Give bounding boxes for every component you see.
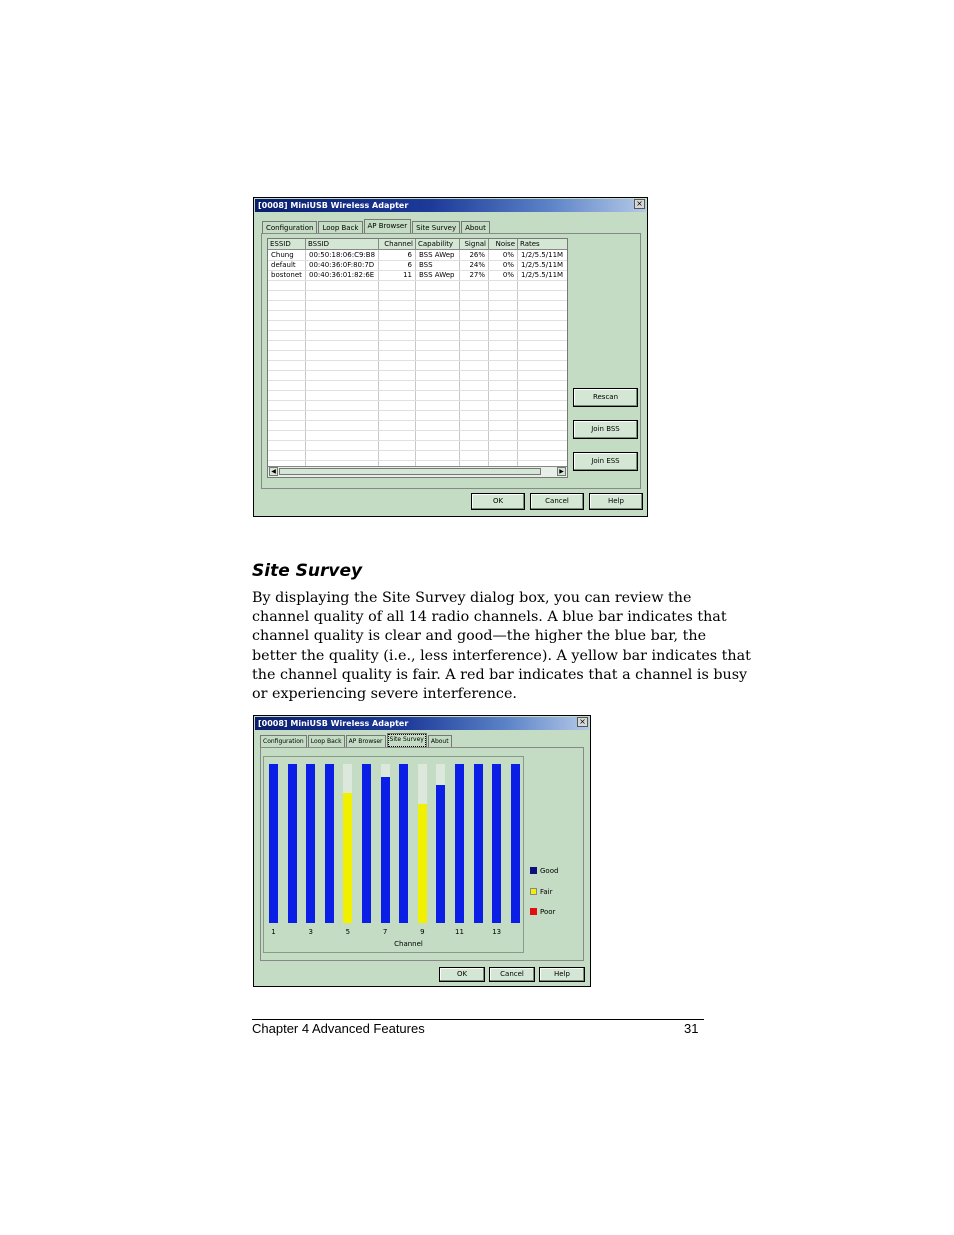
bar-channel-9 xyxy=(418,804,427,923)
section-body xyxy=(252,589,751,704)
help-button[interactable]: Help xyxy=(589,493,643,510)
tab-ap-browser[interactable]: AP Browser xyxy=(346,735,386,748)
tab-configuration[interactable]: Configuration xyxy=(260,735,307,748)
dialog-titlebar xyxy=(255,199,646,212)
body-line: better the quality (i.e., less interference). A yellow bar indicates that xyxy=(252,647,751,664)
scroll-right-icon[interactable]: ▶ xyxy=(557,467,566,476)
dialog-title: [0008] MiniUSB Wireless Adapter xyxy=(258,201,409,210)
cell-rates: 1/2/5.5/11M xyxy=(521,261,564,269)
x-tick-label: 3 xyxy=(308,928,313,936)
ok-button[interactable]: OK xyxy=(471,493,525,510)
bar-channel-14 xyxy=(511,764,520,923)
scroll-left-icon[interactable]: ◀ xyxy=(269,467,278,476)
body-line: the channel quality is fair. A red bar indicates that a channel is busy xyxy=(252,666,748,683)
cell-rates: 1/2/5.5/11M xyxy=(521,251,564,259)
tab-site-survey-label: Site Survey xyxy=(389,736,424,743)
x-tick-label: 13 xyxy=(492,928,502,936)
cell-capability: BSS AWep xyxy=(419,251,455,259)
cell-essid: bostonet xyxy=(271,271,302,279)
bar-track-channel-3 xyxy=(306,764,315,923)
x-axis-label: Channel xyxy=(394,940,423,948)
cell-noise: 0% xyxy=(502,271,514,279)
bar-channel-6 xyxy=(362,764,371,923)
bar-track-channel-5 xyxy=(343,764,352,923)
x-tick-label: 11 xyxy=(455,928,464,936)
tab-about[interactable]: About xyxy=(428,735,452,748)
column-header-signal[interactable]: Signal xyxy=(460,239,489,250)
body-line: channel quality is clear and good—the higher the blue bar, the xyxy=(252,628,707,645)
site-survey-dialog xyxy=(253,715,591,987)
bar-track-channel-12 xyxy=(474,764,483,923)
column-header-channel[interactable]: Channel xyxy=(379,239,416,250)
cell-noise: 0% xyxy=(502,261,514,269)
horizontal-scrollbar[interactable] xyxy=(268,466,567,477)
bar-track-channel-13 xyxy=(492,764,501,923)
x-tick-label: 9 xyxy=(420,928,425,936)
ap-list[interactable] xyxy=(267,238,568,478)
tab-loop-back[interactable]: Loop Back xyxy=(318,221,362,234)
bar-track-channel-10 xyxy=(436,764,445,923)
cell-essid: Chung xyxy=(271,251,294,259)
x-tick-label: 7 xyxy=(382,928,388,936)
bar-channel-11 xyxy=(455,764,464,923)
page-number: 31 xyxy=(684,1021,699,1036)
bar-channel-2 xyxy=(288,764,297,923)
bar-track-channel-14 xyxy=(511,764,520,923)
column-header-bssid[interactable]: BSSID xyxy=(306,239,379,250)
cancel-button[interactable]: Cancel xyxy=(530,493,584,510)
body-line: By displaying the Site Survey dialog box, you can review the xyxy=(252,590,692,606)
legend-poor-swatch xyxy=(530,908,537,915)
bar-channel-1 xyxy=(269,764,278,923)
cell-essid: default xyxy=(271,261,296,269)
ap-browser-dialog xyxy=(253,197,648,517)
dialog-title: [0008] MiniUSB Wireless Adapter xyxy=(258,719,409,728)
legend-good-swatch xyxy=(530,867,537,874)
bar-track-channel-11 xyxy=(455,764,464,923)
section-heading: Site Survey xyxy=(252,561,363,581)
join-bss-button[interactable]: Join BSS xyxy=(573,420,638,439)
cell-rates: 1/2/5.5/11M xyxy=(521,271,564,279)
cancel-button[interactable]: Cancel xyxy=(489,967,535,982)
bar-channel-8 xyxy=(399,764,408,923)
column-header-rates[interactable]: Rates xyxy=(518,239,568,250)
bar-track-channel-2 xyxy=(288,764,297,923)
tab-loop-back[interactable]: Loop Back xyxy=(308,735,345,748)
cell-channel: 6 xyxy=(407,251,412,259)
dialog-titlebar xyxy=(255,717,589,730)
close-icon[interactable]: × xyxy=(577,717,588,727)
tab-site-survey[interactable] xyxy=(387,733,427,748)
bar-channel-13 xyxy=(492,764,501,923)
scroll-thumb[interactable] xyxy=(279,468,541,475)
bar-track-channel-6 xyxy=(362,764,371,923)
survey-chart xyxy=(263,756,524,953)
cell-bssid: 00:40:36:01:82:6E xyxy=(309,271,375,279)
bar-channel-12 xyxy=(474,764,483,923)
help-button[interactable]: Help xyxy=(539,967,585,982)
bar-track-channel-4 xyxy=(325,764,334,923)
tab-configuration[interactable]: Configuration xyxy=(262,221,317,234)
body-line: or experiencing severe interference. xyxy=(252,686,517,703)
bar-channel-4 xyxy=(325,764,334,923)
tab-site-survey[interactable]: Site Survey xyxy=(412,221,460,234)
cell-signal: 27% xyxy=(469,271,485,279)
cell-signal: 24% xyxy=(469,261,485,269)
legend-fair-label: Fair xyxy=(540,888,553,896)
cell-noise: 0% xyxy=(502,251,514,259)
cell-bssid: 00:50:18:06:C9:B8 xyxy=(309,251,376,259)
x-tick-label: 5 xyxy=(345,928,351,936)
x-tick-label: 1 xyxy=(271,928,276,936)
column-header-capability[interactable]: Capability xyxy=(416,239,460,250)
legend-poor-label: Poor xyxy=(540,908,556,916)
tab-ap-browser[interactable]: AP Browser xyxy=(364,219,412,234)
bar-channel-5 xyxy=(343,793,352,923)
bar-channel-10 xyxy=(436,785,445,923)
bar-track-channel-8 xyxy=(399,764,408,923)
cell-channel: 6 xyxy=(407,261,412,269)
footer-rule xyxy=(252,1019,704,1020)
body-line: channel quality of all 14 radio channels. A blue bar indicates that xyxy=(252,609,727,626)
cell-capability: BSS xyxy=(419,261,433,269)
cell-capability: BSS AWep xyxy=(419,271,455,279)
cell-signal: 26% xyxy=(469,251,485,259)
tab-bar xyxy=(262,219,491,234)
join-ess-button[interactable]: Join ESS xyxy=(573,452,638,471)
tab-bar xyxy=(260,733,453,748)
ok-button[interactable]: OK xyxy=(439,967,485,982)
cell-channel: 11 xyxy=(403,271,412,279)
bar-track-channel-9 xyxy=(418,764,427,923)
bar-track-channel-7 xyxy=(381,764,390,923)
cell-bssid: 00:40:36:0F:80:7D xyxy=(309,261,375,269)
tab-about[interactable]: About xyxy=(461,221,490,234)
close-icon[interactable]: × xyxy=(634,199,645,209)
legend-good-label: Good xyxy=(540,867,559,875)
bar-track-channel-1 xyxy=(269,764,278,923)
legend-fair-swatch xyxy=(530,888,537,895)
rescan-button[interactable]: Rescan xyxy=(573,388,638,407)
column-header-essid[interactable]: ESSID xyxy=(268,239,306,250)
bar-channel-7 xyxy=(381,777,390,923)
footer-chapter: Chapter 4 Advanced Features xyxy=(252,1021,425,1036)
column-header-noise[interactable]: Noise xyxy=(489,239,518,250)
bar-channel-3 xyxy=(306,764,315,923)
